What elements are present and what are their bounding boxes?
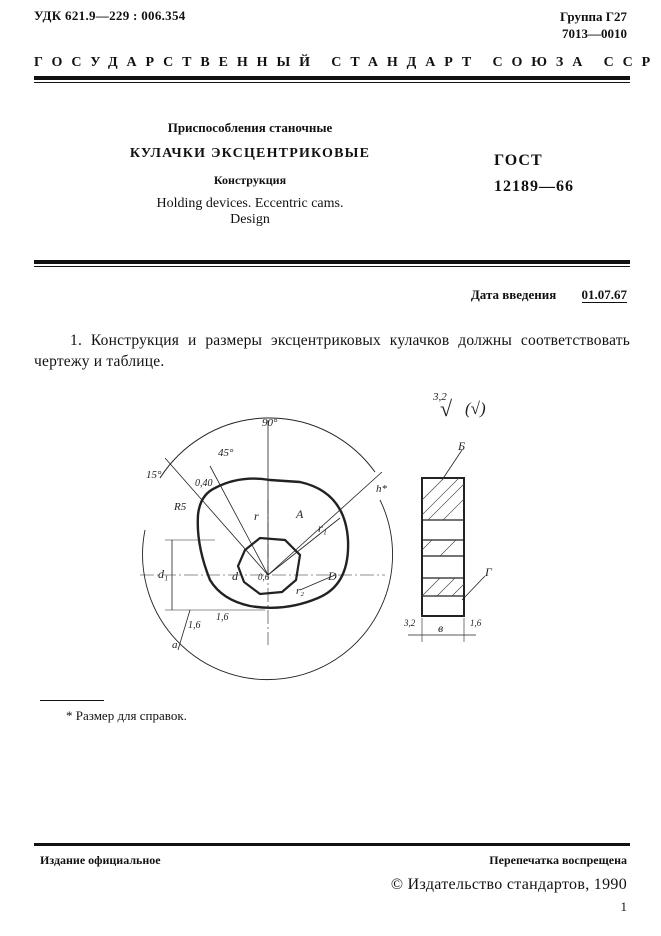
roughness-symbol: √ [440, 396, 453, 421]
radial-line-45 [210, 466, 268, 575]
cam-drawing [0, 380, 661, 690]
label-a-dim: a [172, 639, 178, 651]
angle-90: 90° [262, 417, 278, 429]
mid-thick-rule [34, 260, 630, 264]
angle-45: 45° [218, 447, 234, 459]
label-d1: d₁ [158, 567, 169, 581]
roughness-16-side: 1,6 [470, 618, 482, 628]
label-d-big: D [328, 569, 337, 583]
roughness-32-side: 3,2 [404, 618, 416, 628]
mid-thin-rule [34, 266, 630, 267]
label-r: r [254, 509, 259, 523]
group-label: Группа Г27 [559, 9, 627, 24]
label-r2: r₂ [296, 585, 305, 597]
radial-line-a [268, 518, 340, 575]
document-title: КУЛАЧКИ ЭКСЦЕНТРИКОВЫЕ [129, 146, 371, 161]
footnote-rule [40, 700, 104, 701]
roughness-16-a: 1,6 [188, 620, 201, 631]
roughness-16-b: 1,6 [216, 612, 229, 623]
gost-label: ГОСТ [494, 152, 543, 169]
footer-rule [34, 843, 630, 846]
english-title [100, 196, 400, 228]
gost-number: 12189—66 [494, 178, 574, 195]
footnote: * Размер для справок. [66, 708, 187, 723]
intro-date-label: Дата введения [470, 287, 557, 302]
label-a: A [296, 507, 304, 521]
copyright: © Издательство стандартов, 1990 [390, 876, 627, 893]
top-thin-rule [34, 82, 630, 83]
intro-date [471, 287, 627, 303]
leader-b [442, 450, 462, 480]
angle-15: 15° [146, 469, 162, 481]
reprint-label: Перепечатка воспрещена [489, 853, 627, 867]
leader-g [462, 576, 485, 600]
top-thick-rule [34, 76, 630, 80]
roughness-paren: (√) [465, 399, 486, 418]
radius-r5: R5 [174, 501, 187, 513]
udk-code: УДК 621.9—229 : 006.354 [34, 8, 186, 23]
side-view-outline [422, 478, 464, 616]
group-block [560, 8, 627, 42]
devices-label: Приспособления станочные [167, 120, 333, 135]
english-title-line2: Design [230, 212, 270, 227]
label-d: d [232, 569, 238, 583]
label-b-width: в [438, 621, 444, 635]
document-subtitle: Конструкция [213, 173, 287, 187]
label-b-upper: Б [458, 439, 466, 453]
chamfer-label: 0,40 [195, 478, 213, 489]
edition-label: Издание официальное [40, 853, 161, 867]
page-number: 1 [620, 899, 627, 914]
classifier-code: 7013—0010 [562, 26, 627, 41]
body-paragraph: 1. Конструкция и размеры эксцентриковых кулачков должны соответствовать чертежу и таблице. [34, 332, 630, 370]
cam-bore [238, 538, 300, 594]
intro-date-value: 01.07.67 [581, 287, 627, 302]
radial-line-left [165, 458, 268, 575]
gost-block [494, 148, 574, 200]
label-r1: r₁ [318, 521, 327, 535]
label-hole: 0,6 [258, 572, 270, 582]
cam-outline [198, 479, 348, 608]
roughness-value: 3,2 [433, 391, 447, 403]
label-h: h* [376, 483, 387, 495]
state-standard-heading: ГОСУДАРСТВЕННЫЙ СТАНДАРТ СОЮЗА ССР [34, 55, 660, 70]
english-title-line1: Holding devices. Eccentric cams. [156, 196, 344, 211]
label-g: Г [485, 565, 492, 579]
phantom-circle [143, 500, 393, 680]
